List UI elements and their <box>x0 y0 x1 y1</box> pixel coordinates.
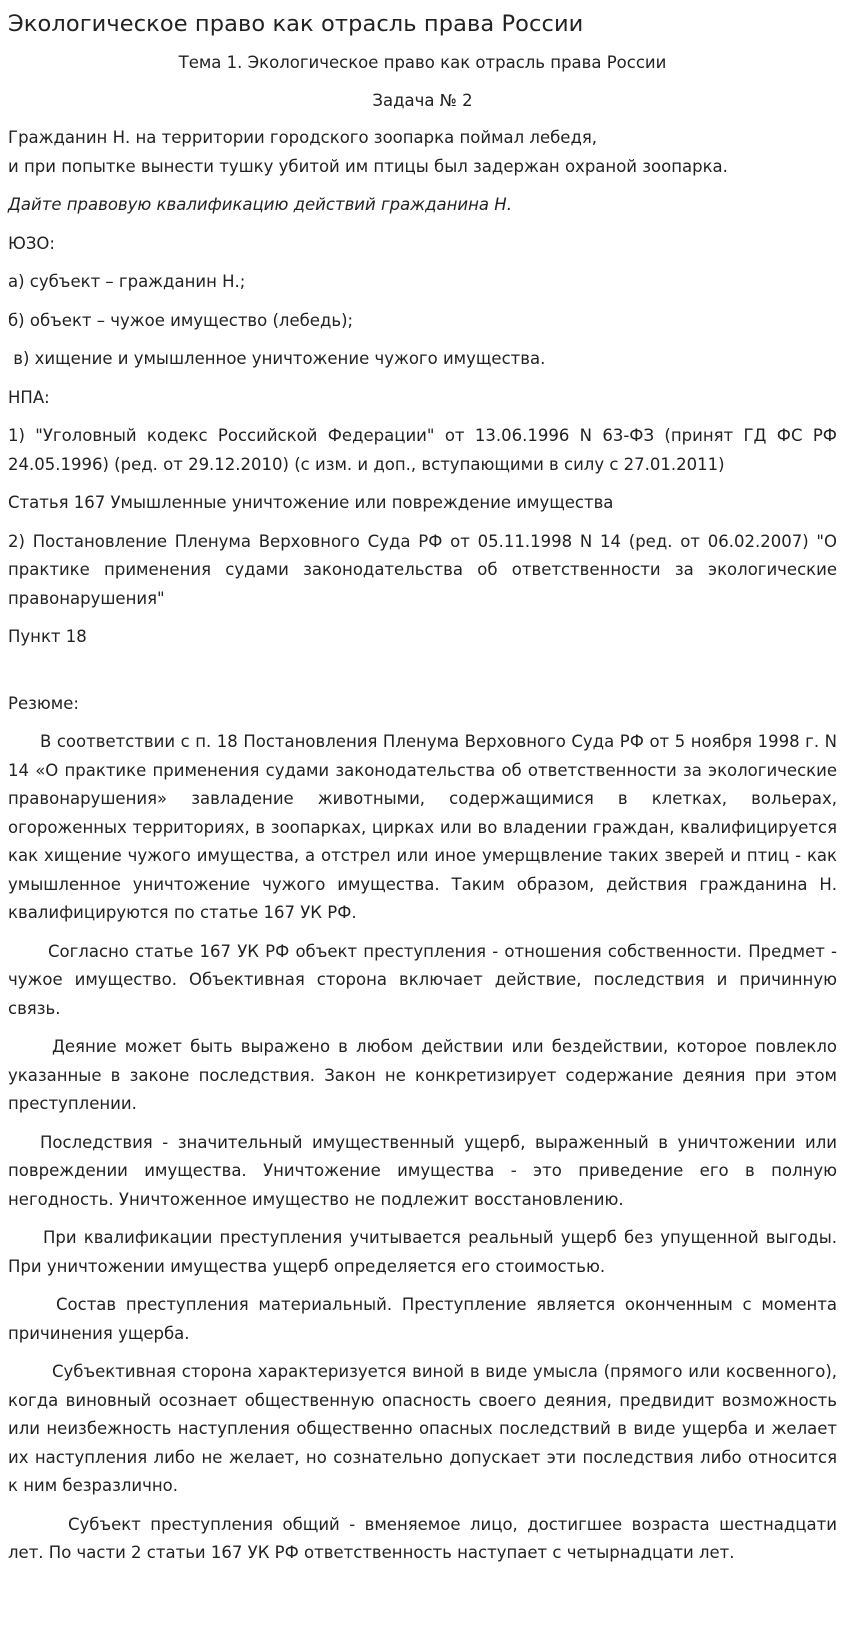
question-text: Дайте правовую квалификацию действий гражданина Н. <box>8 195 512 214</box>
yuzo-label: ЮЗО: <box>8 233 55 253</box>
case-line-1: Гражданин Н. на территории городского зоопарка поймал лебедя, <box>8 128 598 147</box>
summary-paragraph-1: В соответствии с п. 18 Постановления Пленума Верховного Суда РФ от 5 ноября 1998 г. N 14 «О практике применения судами законодательства об ответственности за экологические правонарушения» завладение животными, содержащимися в клетках, вольерах, огороженных территориях, в зоопарках, цирках или во владении граждан, квалифицируется как хищение чужого имущества, а отстрел или иное умерщвление таких зверей и птиц - как умышленное уничтожение чужого имущества. Таким образом, действия гражданина Н. квалифицируются по статье 167 УК РФ. <box>8 732 837 922</box>
summary-paragraph-8: Субъект преступления общий - вменяемое лицо, достигшее возраста шестнадцати лет. По части 2 статьи 167 УК РФ ответственность наступает с четырнадцати лет. <box>8 1514 837 1562</box>
topic-heading: Тема 1. Экологическое право как отрасль права России <box>178 53 667 72</box>
summary-paragraph-5: При квалификации преступления учитывается реальный ущерб без упущенной выгоды. При уничтожении имущества ущерб определяется его стоимостью. <box>8 1228 837 1276</box>
summary-label: Резюме: <box>8 693 79 713</box>
task-heading: Задача № 2 <box>372 90 473 110</box>
summary-paragraph-4: Последствия - значительный имущественный ущерб, выраженный в уничтожении или повреждении имущества. Уничтожение имущества - это приведение его в полную негодность. Уничтоженное имущество не подлежит восстановлению. <box>8 1132 837 1209</box>
npa-item-2: 2) Постановление Пленума Верховного Суда РФ от 05.11.1998 N 14 (ред. от 06.02.2007) "О практике применения судами законодательства об ответственности за экологические правонарушения" <box>8 531 837 608</box>
blank-spacer <box>8 652 837 690</box>
summary-paragraph-6: Состав преступления материальный. Преступление является оконченным с момента причинения ущерба. <box>8 1295 837 1343</box>
yuzo-subject: а) субъект – гражданин Н.; <box>8 272 246 291</box>
npa-article: Статья 167 Умышленные уничтожение или повреждение имущества <box>8 493 614 512</box>
npa-item-1: 1) "Уголовный кодекс Российской Федерации" от 13.06.1996 N 63-ФЗ (принят ГД ФС РФ 24.05.1996) (ред. от 29.12.2010) (с изм. и доп., вступающими в силу с 27.01.2011) <box>8 426 837 474</box>
summary-paragraph-3: Деяние может быть выражено в любом действии или бездействии, которое повлекло указанные в законе последствия. Закон не конкретизирует содержание деяния при этом преступлении. <box>8 1037 837 1113</box>
case-line-2: и при попытке вынести тушку убитой им птицы был задержан охраной зоопарка. <box>8 156 728 176</box>
yuzo-action: в) хищение и умышленное уничтожение чужого имущества. <box>8 349 546 368</box>
document-title: Экологическое право как отрасль права России <box>8 11 584 37</box>
summary-paragraph-7: Субъективная сторона характеризуется виной в виде умысла (прямого или косвенного), когда виновный осознает общественную опасность своего деяния, предвидит возможность или неизбежность наступления общественно опасных последствий в виде ущерба и желает их наступления либо не желает, но сознательно допускает эти последствия либо относится к ним безразлично. <box>8 1362 837 1495</box>
npa-label: НПА: <box>8 387 50 407</box>
yuzo-object: б) объект – чужое имущество (лебедь); <box>8 310 354 330</box>
npa-point: Пункт 18 <box>8 627 87 646</box>
summary-paragraph-2: Согласно статье 167 УК РФ объект преступления - отношения собственности. Предмет - чужое имущество. Объективная сторона включает действие, последствия и причинную связь. <box>8 941 837 1018</box>
